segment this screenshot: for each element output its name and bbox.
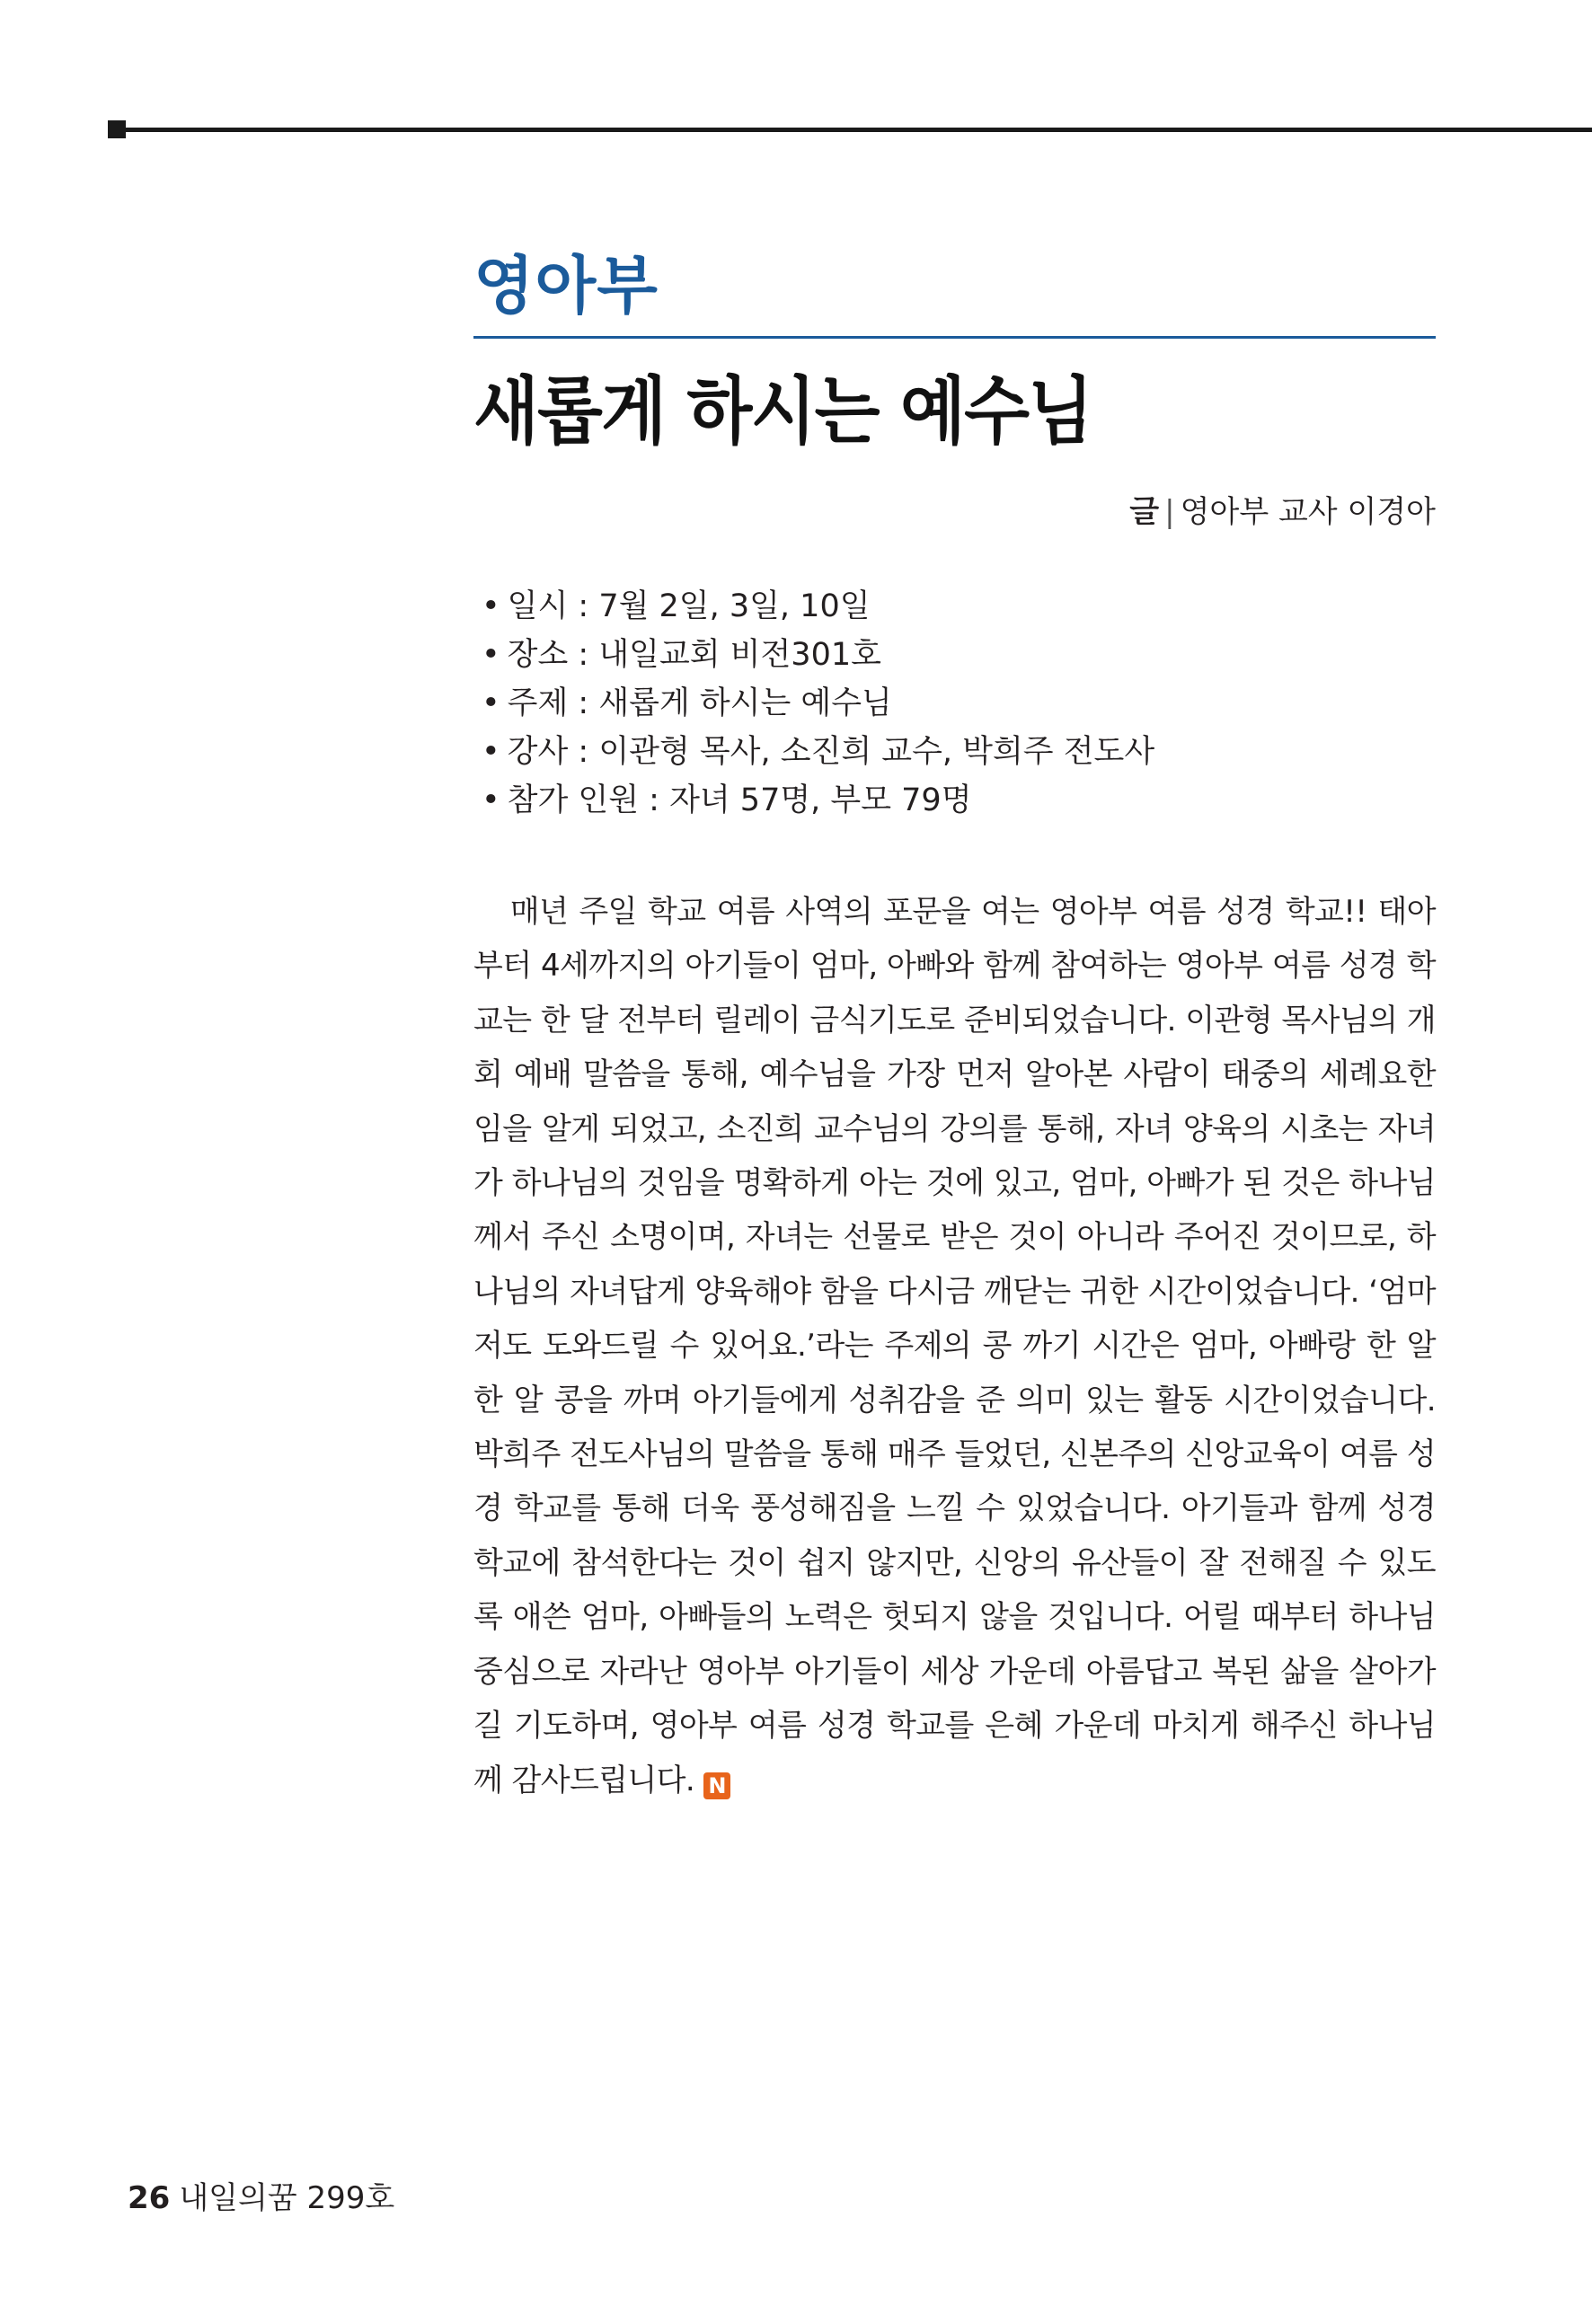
bullet: • xyxy=(482,685,500,721)
info-text: 강사 : 이관형 목사, 소진희 교수, 박희주 전도사 xyxy=(507,734,1155,770)
info-text: 주제 : 새롭게 하시는 예수님 xyxy=(507,685,892,721)
section-divider xyxy=(473,336,1436,339)
byline-author: 영아부 교사 이경아 xyxy=(1180,494,1436,530)
info-item-speakers xyxy=(482,728,1154,776)
article-paragraph: 매년 주일 학교 여름 사역의 포문을 여는 영아부 여름 성경 학교!! 태아부터 4세까지의 아기들이 엄마, 아빠와 함께 참여하는 영아부 여름 성경 학교는 한 달 전부터 릴레이 금식기도로 준비되었습니다. 이관형 목사님의 개회 예배 말씀을 통해, 예수님을 가장 먼저 알아본 사람이 태중의 세례요한임을 알게 되었고, 소진희 교수님의 강의를 통해, 자녀 양육의 시초는 자녀가 하나님의 것임을 명확하게 아는 것에 있고, 엄마, 아빠가 된 것은 하나님께서 주신 소명이며, 자녀는 선물로 받은 것이 아니라 주어진 것이므로, 하나님의 자녀답게 양육해야 함을 다시금 깨닫는 귀한 시간이었습니다. ‘엄마 저도 도와드릴 수 있어요.’라는 주제의 콩 까기 시간은 엄마, 아빠랑 한 알 한 알 콩을 까며 아기들에게 성취감을 준 의미 있는 활동 시간이었습니다. 박희주 전도사님의 말씀을 통해 매주 들었던, 신본주의 신앙교육이 여름 성경 학교를 통해 더욱 풍성해짐을 느낄 수 있었습니다. 아기들과 함께 성경학교에 참석한다는 것이 쉽지 않지만, 신앙의 유산들이 잘 전해질 수 있도록 애쓴 엄마, 아빠들의 노력은 헛되지 않을 것입니다. 어릴 때부터 하나님 중심으로 자라난 영아부 아기들이 세상 가운데 아름답고 복된 삶을 살아가길 기도하며, 영아부 여름 성경 학교를 은혜 가운데 마치게 해주신 하나님께 감사드립니다. xyxy=(473,894,1436,1798)
info-text: 일시 : 7월 2일, 3일, 10일 xyxy=(507,588,871,624)
info-text: 장소 : 내일교회 비전301호 xyxy=(507,637,881,673)
article-title: 새롭게 하시는 예수님 xyxy=(473,369,1092,455)
info-item-place xyxy=(482,631,1154,679)
info-item-participants xyxy=(482,776,1154,825)
info-item-date xyxy=(482,582,1154,631)
info-item-theme xyxy=(482,679,1154,728)
byline-separator: | xyxy=(1164,494,1175,530)
header-rule xyxy=(117,128,1592,132)
event-info-list xyxy=(482,582,1154,825)
end-mark-icon: N xyxy=(703,1772,730,1799)
info-text: 참가 인원 : 자녀 57명, 부모 79명 xyxy=(507,782,972,818)
article-body xyxy=(473,885,1436,1807)
bullet: • xyxy=(482,637,500,673)
publication-name: 내일의꿈 299호 xyxy=(179,2180,395,2216)
bullet: • xyxy=(482,588,500,624)
byline xyxy=(1129,492,1436,532)
byline-label: 글 xyxy=(1129,494,1160,530)
section-title: 영아부 xyxy=(473,249,659,323)
bullet: • xyxy=(482,734,500,770)
page-footer xyxy=(128,2178,394,2218)
bullet: • xyxy=(482,782,500,818)
page-number: 26 xyxy=(128,2180,171,2216)
